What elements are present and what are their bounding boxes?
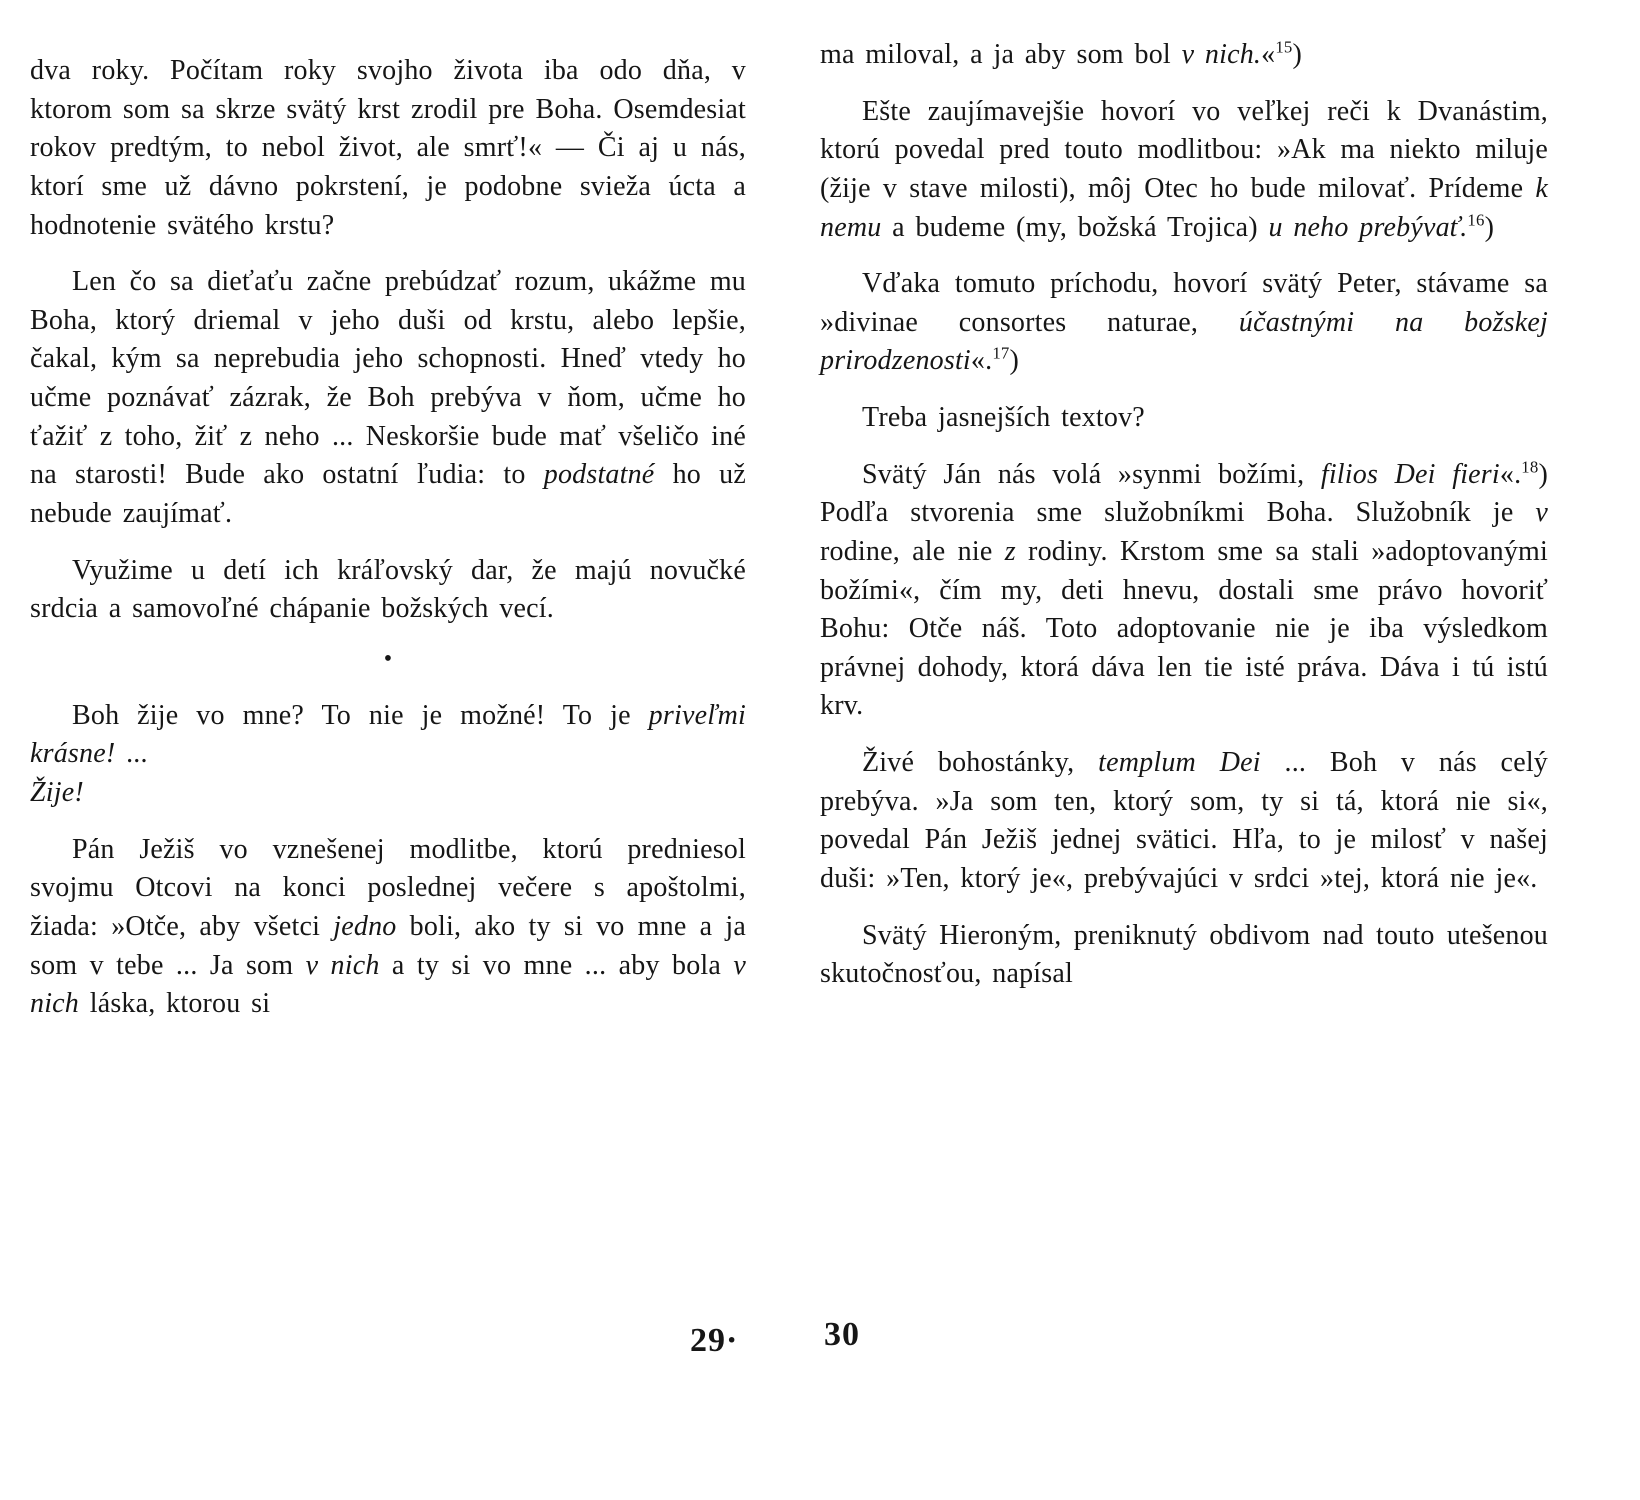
text-run: «.: [970, 345, 993, 377]
paragraph: [30, 263, 746, 533]
text-run: «.: [1499, 458, 1522, 490]
footnote-marker: 16: [1467, 210, 1485, 230]
italic-text-run: v nich: [30, 949, 746, 1020]
text-run: Živé bohostánky,: [862, 747, 1099, 778]
text-run: rodiny. Krstom sme sa stali »adoptovanými božími«, čím my, deti hnevu, dostali sme právo hovoriť Bohu: Otče náš. Toto adoptovanie nie je iba výsledkom právnej dohody, ktorá dáva len tie isté práva. Dáva i tú istú krv.: [820, 535, 1549, 722]
italic-text-run: filios Dei fieri: [1320, 458, 1500, 490]
page-right: [770, 0, 1560, 1042]
italic-text-run: z: [1004, 535, 1016, 567]
right-page-number: 30: [824, 1316, 860, 1353]
italic-text-run: v nich.: [1181, 39, 1262, 70]
left-text-column: [30, 52, 746, 1024]
text-run: ): [1292, 39, 1303, 70]
paragraph: [820, 265, 1548, 381]
text-run: Vďaka tomuto príchodu, hovorí svätý Peter, stávame sa »divinae consortes naturae,: [820, 268, 1548, 338]
text-run: «: [1261, 39, 1276, 70]
footnote-marker: 15: [1275, 37, 1293, 57]
italic-text-run: priveľmi krásne!: [30, 699, 746, 770]
text-run: rodine, ale nie: [820, 535, 1005, 567]
left-page-number: 29·: [690, 1322, 739, 1359]
paragraph: [30, 774, 746, 813]
text-run: Len čo sa dieťaťu začne prebúdzať rozum, ukážme mu Boha, ktorý driemal v jeho duši od krstu, alebo lepšie, čakal, kým sa neprebudia jeho schopnosti. Hneď vtedy ho učme poznávať zázrak, že Boh prebýva v ňom, učme ho ťažiť z toho, žiť z neho ... Neskoršie bude mať všeličo iné na starosti! Bude ako ostatní ľudia: to: [30, 266, 746, 491]
page-left: [0, 0, 770, 1042]
text-run: a ty si vo mne ... aby bola: [379, 949, 734, 981]
paragraph: [820, 917, 1548, 994]
italic-text-run: k nemu: [820, 172, 1548, 243]
footnote-marker: 17: [992, 344, 1010, 364]
paragraph: [30, 697, 746, 774]
text-run: boli, ako ty si vo mne a ja som v tebe ... Ja som: [30, 910, 747, 981]
italic-text-run: jedno: [333, 910, 397, 942]
section-separator-bullet: •: [383, 645, 393, 672]
italic-text-run: Žije!: [30, 777, 84, 808]
text-run: Svätý Hieroným, preniknutý obdivom nad touto utešenou skutočnosťou, napísal: [820, 919, 1548, 990]
text-run: láska, ktorou si: [79, 988, 271, 1020]
text-run: ) Podľa stvorenia sme služobníkmi Boha. Služobník je: [820, 458, 1548, 529]
text-run: Boh žije vo mne? To nie je možné! To je: [72, 699, 649, 731]
paragraph: [30, 552, 746, 629]
text-run: ): [1484, 211, 1495, 243]
italic-text-run: u neho prebývať.: [1268, 211, 1468, 243]
text-run: Využime u detí ich kráľovský dar, že majú novučké srdcia a samovoľné chápanie božských vecí.: [30, 554, 746, 625]
paragraph: [30, 52, 746, 245]
italic-text-run: v: [1535, 497, 1548, 529]
text-run: dva roky. Počítam roky svojho života iba odo dňa, v ktorom som sa skrze svätý krst zrodil pre Boha. Osemdesiat rokov predtým, to nebol život, ale smrť!« — Či aj u nás, ktorí sme už dávno pokrstení, je podobne svieža úcta a hodnotenie svätého krstu?: [30, 55, 746, 241]
paragraph: [820, 399, 1548, 438]
text-run: ma miloval, a ja aby som bol: [820, 39, 1182, 70]
paragraph: [820, 744, 1548, 899]
text-run: a budeme (my, božská Trojica): [881, 211, 1269, 243]
text-run: Svätý Ján nás volá »synmi božími,: [862, 458, 1321, 490]
text-run: Treba jasnejších textov?: [862, 402, 1145, 433]
right-text-column: [820, 36, 1548, 994]
footnote-marker: 18: [1521, 457, 1539, 477]
text-run: Pán Ježiš vo vznešenej modlitbe, ktorú predniesol svojmu Otcovi na konci poslednej večere s apoštolmi, žiada: »Otče, aby všetci: [30, 833, 746, 942]
text-run: ... Boh v nás celý prebýva. »Ja som ten, ktorý som, ty si tá, ktorá nie si«, povedal Pán Ježiš jednej svätici. Hľa, to je milosť v našej duši: »Ten, ktorý je«, prebývajúci v srdci »tej, ktorá nie je«.: [820, 747, 1548, 894]
text-run: ho už nebude zaujímať.: [30, 459, 746, 529]
italic-text-run: účastnými na božskej prirodzenosti: [820, 306, 1548, 377]
italic-text-run: v nich: [305, 949, 380, 981]
italic-text-run: templum Dei: [1098, 747, 1261, 778]
paragraph: [820, 456, 1548, 726]
paragraph: [820, 36, 1548, 75]
text-run: Ešte zaujímavejšie hovorí vo veľkej reči k Dvanástim, ktorú povedal pred touto modlitbou: »Ak ma niekto miluje (žije v stave milosti), môj Otec ho bude milovať. Prídeme: [820, 95, 1548, 204]
italic-text-run: podstatné: [543, 459, 655, 491]
paragraph: [820, 93, 1548, 248]
text-run: ...: [115, 738, 148, 770]
paragraph: [30, 831, 746, 1024]
text-run: ): [1009, 345, 1020, 377]
